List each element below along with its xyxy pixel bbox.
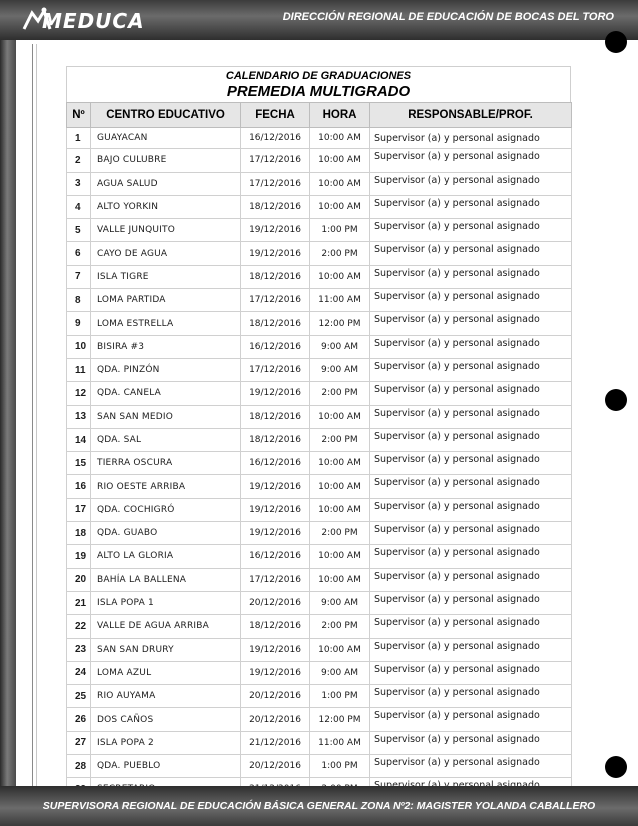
cell-fecha: 17/12/2016 (241, 568, 310, 591)
cell-row-number: 13 (67, 405, 91, 428)
cell-hora: 10:00 AM (310, 172, 370, 195)
binder-hole-icon (605, 756, 627, 778)
cell-centro-educativo: VALLE DE AGUA ARRIBA (91, 615, 241, 638)
cell-row-number: 6 (67, 242, 91, 265)
cell-row-number: 10 (67, 335, 91, 358)
cell-hora: 10:00 AM (310, 568, 370, 591)
cell-responsable: Supervisor (a) y personal asignado (370, 615, 572, 638)
column-header-fecha: FECHA (241, 103, 310, 128)
table-row (67, 382, 572, 405)
table-row (67, 265, 572, 288)
column-header-responsable: RESPONSABLE/PROF. (370, 103, 572, 128)
cell-centro-educativo: SAN SAN MEDIO (91, 405, 241, 428)
cell-responsable: Supervisor (a) y personal asignado (370, 128, 572, 149)
cell-row-number: 27 (67, 731, 91, 754)
table-row (67, 755, 572, 778)
cell-centro-educativo: TIERRA OSCURA (91, 452, 241, 475)
cell-responsable: Supervisor (a) y personal asignado (370, 498, 572, 521)
calendar-title: CALENDARIO DE GRADUACIONES (225, 70, 412, 82)
cell-row-number: 8 (67, 289, 91, 312)
cell-responsable: Supervisor (a) y personal asignado (370, 312, 572, 335)
cell-fecha: 18/12/2016 (241, 312, 310, 335)
left-border-bar (0, 0, 16, 826)
cell-fecha: 19/12/2016 (241, 661, 310, 684)
cell-centro-educativo: DOS CAÑOS (91, 708, 241, 731)
cell-centro-educativo: AGUA SALUD (91, 172, 241, 195)
table-row (67, 195, 572, 218)
cell-hora: 2:00 PM (310, 428, 370, 451)
cell-fecha: 20/12/2016 (241, 591, 310, 614)
cell-responsable: Supervisor (a) y personal asignado (370, 358, 572, 381)
cell-centro-educativo: ALTO YORKIN (91, 195, 241, 218)
table-row (67, 405, 572, 428)
table-body (67, 128, 572, 802)
cell-hora: 10:00 AM (310, 498, 370, 521)
cell-responsable: Supervisor (a) y personal asignado (370, 335, 572, 358)
cell-row-number: 20 (67, 568, 91, 591)
table-row (67, 545, 572, 568)
cell-row-number: 19 (67, 545, 91, 568)
cell-hora: 10:00 AM (310, 265, 370, 288)
cell-hora: 12:00 PM (310, 708, 370, 731)
table-row (67, 475, 572, 498)
table-row (67, 428, 572, 451)
cell-centro-educativo: QDA. SAL (91, 428, 241, 451)
cell-responsable: Supervisor (a) y personal asignado (370, 242, 572, 265)
table-row (67, 568, 572, 591)
cell-hora: 9:00 AM (310, 358, 370, 381)
cell-responsable: Supervisor (a) y personal asignado (370, 731, 572, 754)
cell-hora: 10:00 AM (310, 405, 370, 428)
cell-centro-educativo: GUAYACAN (91, 128, 241, 149)
binder-hole-icon (605, 389, 627, 411)
cell-row-number: 17 (67, 498, 91, 521)
cell-centro-educativo: ISLA TIGRE (91, 265, 241, 288)
cell-hora: 10:00 AM (310, 128, 370, 149)
cell-centro-educativo: QDA. PINZÓN (91, 358, 241, 381)
table-row (67, 731, 572, 754)
cell-fecha: 17/12/2016 (241, 358, 310, 381)
cell-row-number: 9 (67, 312, 91, 335)
cell-responsable: Supervisor (a) y personal asignado (370, 265, 572, 288)
cell-hora: 12:00 PM (310, 312, 370, 335)
cell-responsable: Supervisor (a) y personal asignado (370, 405, 572, 428)
table-row (67, 638, 572, 661)
cell-fecha: 19/12/2016 (241, 638, 310, 661)
table-header-row (67, 103, 572, 128)
cell-hora: 2:00 PM (310, 242, 370, 265)
table-row (67, 452, 572, 475)
cell-hora: 9:00 AM (310, 335, 370, 358)
table-row (67, 128, 572, 149)
cell-row-number: 21 (67, 591, 91, 614)
cell-fecha: 20/12/2016 (241, 708, 310, 731)
cell-fecha: 18/12/2016 (241, 405, 310, 428)
cell-centro-educativo: LOMA PARTIDA (91, 289, 241, 312)
cell-centro-educativo: QDA. CANELA (91, 382, 241, 405)
table-row (67, 522, 572, 545)
cell-responsable: Supervisor (a) y personal asignado (370, 591, 572, 614)
cell-responsable: Supervisor (a) y personal asignado (370, 708, 572, 731)
cell-fecha: 19/12/2016 (241, 382, 310, 405)
cell-responsable: Supervisor (a) y personal asignado (370, 661, 572, 684)
cell-row-number: 12 (67, 382, 91, 405)
cell-hora: 11:00 AM (310, 731, 370, 754)
graduation-calendar (66, 66, 571, 802)
cell-row-number: 24 (67, 661, 91, 684)
cell-fecha: 20/12/2016 (241, 685, 310, 708)
cell-fecha: 18/12/2016 (241, 428, 310, 451)
frame-line (36, 44, 37, 786)
column-header-centro: CENTRO EDUCATIVO (91, 103, 241, 128)
cell-hora: 9:00 AM (310, 661, 370, 684)
cell-row-number: 22 (67, 615, 91, 638)
cell-hora: 1:00 PM (310, 755, 370, 778)
cell-centro-educativo: VALLE JUNQUITO (91, 219, 241, 242)
cell-hora: 2:00 PM (310, 522, 370, 545)
table-row (67, 335, 572, 358)
cell-row-number: 5 (67, 219, 91, 242)
cell-row-number: 23 (67, 638, 91, 661)
cell-row-number: 3 (67, 172, 91, 195)
cell-centro-educativo: BAHÍA LA BALLENA (91, 568, 241, 591)
table-row (67, 685, 572, 708)
table-row (67, 172, 572, 195)
table-row (67, 708, 572, 731)
cell-centro-educativo: BAJO CULUBRE (91, 149, 241, 172)
cell-responsable: Supervisor (a) y personal asignado (370, 452, 572, 475)
cell-row-number: 18 (67, 522, 91, 545)
cell-responsable: Supervisor (a) y personal asignado (370, 289, 572, 312)
cell-fecha: 16/12/2016 (241, 545, 310, 568)
cell-responsable: Supervisor (a) y personal asignado (370, 382, 572, 405)
calendar-header (66, 66, 571, 102)
cell-responsable: Supervisor (a) y personal asignado (370, 219, 572, 242)
cell-fecha: 19/12/2016 (241, 498, 310, 521)
column-header-hora: HORA (310, 103, 370, 128)
cell-centro-educativo: QDA. GUABO (91, 522, 241, 545)
cell-row-number: 1 (67, 128, 91, 149)
cell-centro-educativo: LOMA AZUL (91, 661, 241, 684)
cell-responsable: Supervisor (a) y personal asignado (370, 475, 572, 498)
calendar-subtitle: PREMEDIA MULTIGRADO (226, 83, 411, 100)
cell-fecha: 19/12/2016 (241, 219, 310, 242)
cell-hora: 2:00 PM (310, 382, 370, 405)
schedule-table (66, 102, 572, 802)
table-row (67, 289, 572, 312)
cell-row-number: 2 (67, 149, 91, 172)
table-row (67, 219, 572, 242)
cell-centro-educativo: QDA. PUEBLO (91, 755, 241, 778)
cell-centro-educativo: ISLA POPA 2 (91, 731, 241, 754)
cell-responsable: Supervisor (a) y personal asignado (370, 195, 572, 218)
table-row (67, 358, 572, 381)
cell-responsable: Supervisor (a) y personal asignado (370, 545, 572, 568)
cell-centro-educativo: ISLA POPA 1 (91, 591, 241, 614)
cell-responsable: Supervisor (a) y personal asignado (370, 172, 572, 195)
cell-fecha: 17/12/2016 (241, 149, 310, 172)
cell-hora: 2:00 PM (310, 615, 370, 638)
cell-centro-educativo: CAYO DE AGUA (91, 242, 241, 265)
cell-fecha: 16/12/2016 (241, 452, 310, 475)
cell-hora: 10:00 AM (310, 149, 370, 172)
cell-hora: 10:00 AM (310, 452, 370, 475)
cell-responsable: Supervisor (a) y personal asignado (370, 638, 572, 661)
cell-hora: 9:00 AM (310, 591, 370, 614)
cell-fecha: 17/12/2016 (241, 289, 310, 312)
cell-centro-educativo: SAN SAN DRURY (91, 638, 241, 661)
table-row (67, 242, 572, 265)
cell-hora: 10:00 AM (310, 195, 370, 218)
cell-responsable: Supervisor (a) y personal asignado (370, 522, 572, 545)
cell-centro-educativo: RIO AUYAMA (91, 685, 241, 708)
cell-row-number: 16 (67, 475, 91, 498)
cell-hora: 1:00 PM (310, 219, 370, 242)
cell-row-number: 7 (67, 265, 91, 288)
cell-responsable: Supervisor (a) y personal asignado (370, 755, 572, 778)
cell-fecha: 18/12/2016 (241, 195, 310, 218)
binder-hole-icon (605, 31, 627, 53)
cell-row-number: 15 (67, 452, 91, 475)
table-row (67, 661, 572, 684)
cell-fecha: 19/12/2016 (241, 522, 310, 545)
cell-fecha: 18/12/2016 (241, 615, 310, 638)
cell-row-number: 28 (67, 755, 91, 778)
cell-responsable: Supervisor (a) y personal asignado (370, 428, 572, 451)
cell-responsable: Supervisor (a) y personal asignado (370, 149, 572, 172)
cell-centro-educativo: QDA. COCHIGRÓ (91, 498, 241, 521)
table-row (67, 498, 572, 521)
cell-fecha: 18/12/2016 (241, 265, 310, 288)
logo-text: MEDUCA (42, 9, 145, 33)
cell-centro-educativo: LOMA ESTRELLA (91, 312, 241, 335)
cell-row-number: 26 (67, 708, 91, 731)
footer-title: SUPERVISORA REGIONAL DE EDUCACIÓN BÁSICA GENERAL ZONA Nº2: MAGISTER YOLANDA CABALLERO (42, 800, 596, 812)
cell-hora: 11:00 AM (310, 289, 370, 312)
table-row (67, 591, 572, 614)
cell-row-number: 25 (67, 685, 91, 708)
cell-hora: 1:00 PM (310, 685, 370, 708)
table-row (67, 149, 572, 172)
cell-centro-educativo: ALTO LA GLORIA (91, 545, 241, 568)
cell-row-number: 11 (67, 358, 91, 381)
cell-centro-educativo: RIO OESTE ARRIBA (91, 475, 241, 498)
cell-row-number: 14 (67, 428, 91, 451)
cell-fecha: 16/12/2016 (241, 335, 310, 358)
header-title: DIRECCIÓN REGIONAL DE EDUCACIÓN DE BOCAS DEL TORO (282, 11, 614, 23)
cell-fecha: 17/12/2016 (241, 172, 310, 195)
cell-hora: 10:00 AM (310, 638, 370, 661)
cell-centro-educativo: BISIRA #3 (91, 335, 241, 358)
cell-fecha: 19/12/2016 (241, 242, 310, 265)
cell-hora: 10:00 AM (310, 475, 370, 498)
table-row (67, 615, 572, 638)
table-row (67, 312, 572, 335)
cell-responsable: Supervisor (a) y personal asignado (370, 685, 572, 708)
frame-line (32, 44, 33, 786)
cell-fecha: 19/12/2016 (241, 475, 310, 498)
cell-row-number: 4 (67, 195, 91, 218)
header-band (0, 0, 638, 40)
cell-fecha: 16/12/2016 (241, 128, 310, 149)
cell-fecha: 20/12/2016 (241, 755, 310, 778)
cell-hora: 10:00 AM (310, 545, 370, 568)
column-header-number: Nº (67, 103, 91, 128)
cell-responsable: Supervisor (a) y personal asignado (370, 568, 572, 591)
cell-fecha: 21/12/2016 (241, 731, 310, 754)
